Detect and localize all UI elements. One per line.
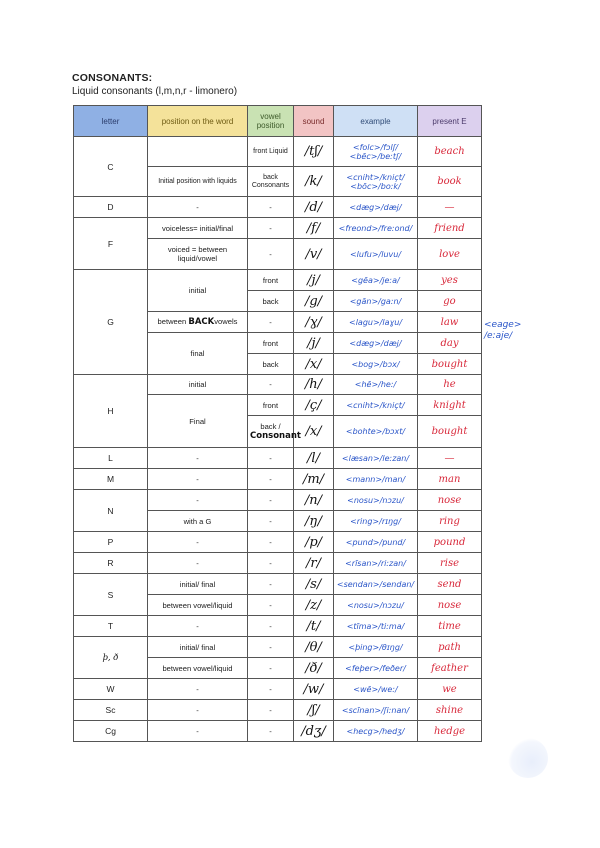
example-cell: <dæg>/dæj/: [334, 333, 418, 354]
vowel-cell: -: [248, 239, 294, 270]
letter-cell: þ, ð: [74, 637, 148, 679]
table-row: [74, 553, 482, 574]
position-cell: initial: [148, 375, 248, 395]
letter-cell: L: [74, 448, 148, 469]
present-cell: knight: [418, 395, 482, 416]
consonants-table: [73, 105, 482, 742]
present-cell: hedge: [418, 721, 482, 742]
example-cell: <hē>/heː/: [334, 375, 418, 395]
table-row: [74, 137, 482, 167]
sound-cell: /tʃ/: [294, 137, 334, 167]
vowel-text: back /: [260, 422, 281, 431]
vowel-cell: front: [248, 270, 294, 291]
position-cell: [148, 312, 248, 333]
vowel-cell: -: [248, 553, 294, 574]
page-heading: CONSONANTS:: [72, 72, 153, 84]
sound-cell: /s/: [294, 574, 334, 595]
vowel-cell: back: [248, 354, 294, 375]
present-cell: ring: [418, 511, 482, 532]
vowel-cell: -: [248, 197, 294, 218]
present-cell: he: [418, 375, 482, 395]
sound-cell: /ç/: [294, 395, 334, 416]
example-cell: <gān>/gaːn/: [334, 291, 418, 312]
margin-note-line: <eage>: [484, 320, 522, 330]
position-cell: between vowel/liquid: [148, 658, 248, 679]
present-cell: feather: [418, 658, 482, 679]
position-cell: -: [148, 553, 248, 574]
sound-cell: /r/: [294, 553, 334, 574]
vowel-cell: -: [248, 658, 294, 679]
position-cell: voiced = between liquid/vowel: [148, 239, 248, 270]
sound-cell: /f/: [294, 218, 334, 239]
letter-cell: F: [74, 218, 148, 270]
position-cell: -: [148, 721, 248, 742]
position-text: vowels: [214, 317, 238, 326]
sound-cell: /n/: [294, 490, 334, 511]
sound-cell: /ŋ/: [294, 511, 334, 532]
present-cell: time: [418, 616, 482, 637]
present-cell: go: [418, 291, 482, 312]
letter-cell: Sc: [74, 700, 148, 721]
example-cell: <nosu>/nɔzu/: [334, 595, 418, 616]
letter-cell: S: [74, 574, 148, 616]
present-cell: friend: [418, 218, 482, 239]
table-row: [74, 574, 482, 595]
vowel-cell: -: [248, 700, 294, 721]
example-cell: <pund>/pund/: [334, 532, 418, 553]
vowel-cell: -: [248, 312, 294, 333]
table-row: [74, 270, 482, 291]
letter-cell: G: [74, 270, 148, 375]
sound-cell: /dʒ/: [294, 721, 334, 742]
table-row: [74, 469, 482, 490]
present-cell: we: [418, 679, 482, 700]
example-cell: <feþer>/feðer/: [334, 658, 418, 679]
header-letter: letter: [74, 106, 148, 137]
position-cell: -: [148, 469, 248, 490]
sound-cell: /j/: [294, 333, 334, 354]
table-row: [74, 616, 482, 637]
present-cell: shine: [418, 700, 482, 721]
table-row: [74, 721, 482, 742]
vowel-cell: [248, 416, 301, 448]
present-cell: yes: [418, 270, 482, 291]
letter-cell: M: [74, 469, 148, 490]
margin-note-line: /eːaje/: [484, 331, 513, 341]
example-cell: <ring>/rɪŋg/: [334, 511, 418, 532]
position-cell: with a G: [148, 511, 248, 532]
sound-cell: /ʃ/: [294, 700, 334, 721]
table-row: [74, 532, 482, 553]
present-cell: love: [418, 239, 482, 270]
example-cell: <sendan>/sendan/: [334, 574, 418, 595]
table-row: [74, 637, 482, 658]
present-cell: law: [418, 312, 482, 333]
vowel-cell: -: [248, 511, 294, 532]
vowel-cell: -: [248, 574, 294, 595]
example-cell: <gēa>/jeːa/: [334, 270, 418, 291]
position-text: between: [157, 317, 187, 326]
present-cell: beach: [418, 137, 482, 167]
position-cell: -: [148, 616, 248, 637]
letter-cell: P: [74, 532, 148, 553]
position-cell: initial: [148, 270, 248, 312]
sound-cell: /k/: [294, 167, 334, 197]
sound-cell: /p/: [294, 532, 334, 553]
position-cell: voiceless= initial/final: [148, 218, 248, 239]
position-cell: Final: [148, 395, 248, 448]
table-row: [74, 218, 482, 239]
present-cell: path: [418, 637, 482, 658]
position-cell: initial/ final: [148, 574, 248, 595]
present-cell: —: [418, 197, 482, 218]
present-cell: man: [418, 469, 482, 490]
sound-cell: /d/: [294, 197, 334, 218]
example-cell: <cniht>/kniçt/: [334, 395, 418, 416]
vowel-cell: -: [248, 595, 294, 616]
present-cell: —: [418, 448, 482, 469]
vowel-cell: -: [248, 469, 294, 490]
page-subheading: Liquid consonants (l,m,n,r - limonero): [72, 86, 238, 97]
sound-cell: /x/: [294, 416, 334, 448]
header-row: [74, 106, 482, 137]
page-corner-decoration: [508, 738, 548, 778]
position-cell: -: [148, 679, 248, 700]
position-cell: -: [148, 448, 248, 469]
example-cell: <lagu>/laɣu/: [334, 312, 418, 333]
present-cell: nose: [418, 490, 482, 511]
table-row: [74, 375, 482, 395]
position-cell: Initial position with liquids: [148, 167, 248, 197]
sound-cell: /w/: [294, 679, 334, 700]
table-row: [74, 490, 482, 511]
sound-cell: /θ/: [294, 637, 334, 658]
example-cell: <þing>/θɪŋg/: [334, 637, 418, 658]
position-cell: -: [148, 700, 248, 721]
letter-cell: H: [74, 375, 148, 448]
position-cell: -: [148, 490, 248, 511]
present-cell: day: [418, 333, 482, 354]
letter-cell: D: [74, 197, 148, 218]
margin-note: [484, 320, 521, 342]
letter-cell: Cg: [74, 721, 148, 742]
handwritten-consonant: Consonant: [250, 431, 301, 441]
example-cell: <dæg>/dæj/: [334, 197, 418, 218]
example-cell: <nosu>/nɔzu/: [334, 490, 418, 511]
header-position: position on the word: [148, 106, 248, 137]
handwritten-back: BACK: [188, 317, 215, 327]
table-row: [74, 197, 482, 218]
vowel-cell: -: [248, 637, 294, 658]
table-row: [74, 700, 482, 721]
present-cell: bought: [418, 354, 482, 375]
vowel-cell: front Liquid: [248, 137, 294, 167]
example-cell: <scīnan>/ʃiːnan/: [334, 700, 418, 721]
sound-cell: /v/: [294, 239, 334, 270]
vowel-cell: -: [248, 616, 294, 637]
vowel-cell: -: [248, 375, 294, 395]
sound-cell: /j/: [294, 270, 334, 291]
vowel-cell: -: [248, 218, 294, 239]
example-cell: <folc>/fɔlʃ/ <bēc>/beːtʃ/: [334, 137, 418, 167]
position-cell: between vowel/liquid: [148, 595, 248, 616]
present-cell: nose: [418, 595, 482, 616]
example-cell: <tīma>/tiːma/: [334, 616, 418, 637]
sound-cell: /h/: [294, 375, 334, 395]
position-cell: initial/ final: [148, 637, 248, 658]
sound-cell: /l/: [294, 448, 334, 469]
sound-cell: /x/: [294, 354, 334, 375]
vowel-cell: -: [248, 721, 294, 742]
sound-cell: /t/: [294, 616, 334, 637]
sound-cell: /m/: [294, 469, 334, 490]
header-present-english: present E: [418, 106, 482, 137]
vowel-cell: -: [248, 490, 294, 511]
header-example: example: [334, 106, 418, 137]
example-cell: <mann>/man/: [334, 469, 418, 490]
position-cell: [148, 137, 248, 167]
sound-cell: /g/: [294, 291, 334, 312]
position-cell: -: [148, 532, 248, 553]
sound-cell: /ɣ/: [294, 312, 334, 333]
present-cell: pound: [418, 532, 482, 553]
letter-cell: N: [74, 490, 148, 532]
sound-cell: /ð/: [294, 658, 334, 679]
present-cell: book: [418, 167, 482, 197]
present-cell: send: [418, 574, 482, 595]
example-cell: <læsan>/leːzan/: [334, 448, 418, 469]
vowel-cell: back Consonants: [248, 167, 294, 197]
header-vowel-position: vowel position: [248, 106, 294, 137]
letter-cell: R: [74, 553, 148, 574]
vowel-cell: -: [248, 679, 294, 700]
example-cell: <freond>/freːond/: [334, 218, 418, 239]
sound-cell: /z/: [294, 595, 334, 616]
position-cell: -: [148, 197, 248, 218]
vowel-cell: back: [248, 291, 294, 312]
example-cell: <rīsan>/riːzan/: [334, 553, 418, 574]
example-cell: <bohte>/bɔxt/: [334, 416, 418, 448]
letter-cell: C: [74, 137, 148, 197]
table-row: [74, 679, 482, 700]
position-cell: final: [148, 333, 248, 375]
letter-cell: W: [74, 679, 148, 700]
example-cell: <lufu>/luvu/: [334, 239, 418, 270]
table-row: [74, 448, 482, 469]
present-cell: rise: [418, 553, 482, 574]
vowel-cell: front: [248, 333, 294, 354]
example-cell: <cniht>/kniçt/ <bōc>/boːk/: [334, 167, 418, 197]
vowel-cell: -: [248, 448, 294, 469]
example-cell: <bog>/bɔx/: [334, 354, 418, 375]
example-cell: <hecg>/hedʒ/: [334, 721, 418, 742]
example-cell: <wē>/weː/: [334, 679, 418, 700]
present-cell: bought: [418, 416, 482, 448]
vowel-cell: -: [248, 532, 294, 553]
header-sound: sound: [294, 106, 334, 137]
letter-cell: T: [74, 616, 148, 637]
vowel-cell: front: [248, 395, 294, 416]
